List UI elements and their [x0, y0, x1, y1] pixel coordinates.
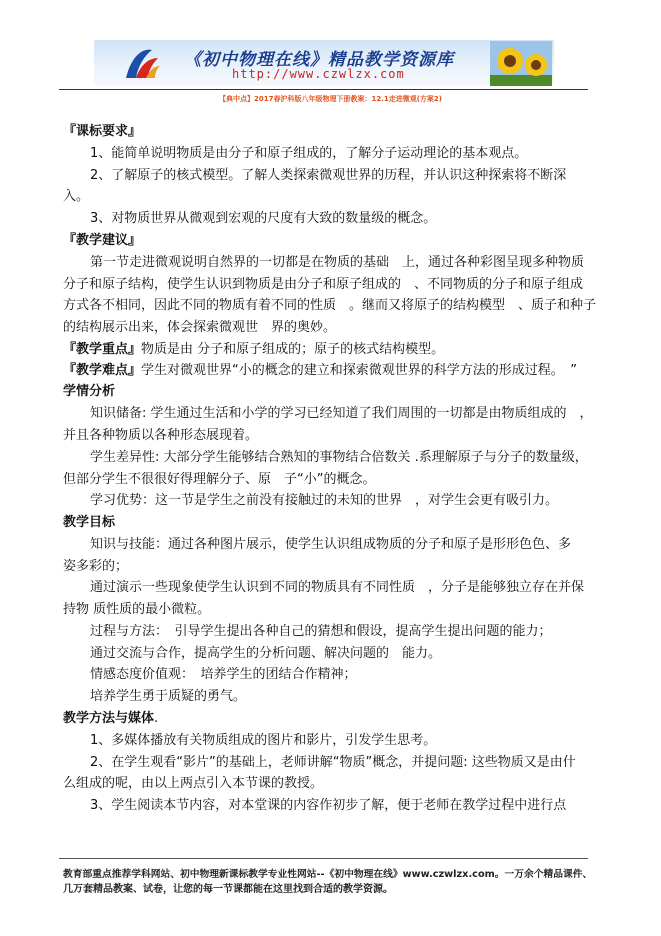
paragraph-line: 通过交流与合作，提高学生的分析问题、解决问题的 能力。	[90, 646, 442, 661]
paragraph-line: 入。	[63, 189, 90, 204]
paragraph-line: 2、在学生观看“影片”的基础上，老师讲解“物质”概念，并提问题: 这些物质又是由什	[90, 755, 576, 770]
paragraph-line: 第一节走进微观说明自然界的一切都是在物质的基础 上，通过各种彩图呈现多种物质	[90, 255, 585, 270]
heading-curriculum: 『课标要求』	[63, 124, 142, 139]
paragraph-line: 培养学生勇于质疑的勇气。	[90, 689, 247, 704]
paragraph-line: 姿多彩的；	[63, 559, 129, 574]
heading-objectives: 教学目标	[63, 515, 116, 530]
document-title: 【典中点】2017春沪科版八年级物理下册教案：12.1走进微观(方案2)	[218, 95, 443, 103]
difficulty-line	[63, 363, 577, 379]
paragraph-line: 知识储备: 学生通过生活和小学的学习已经知道了我们周围的一切都是由物质组成的 ，	[90, 406, 593, 421]
paragraph-line: 2、了解原子的核式模型。了解人类探索微观世界的历程，并认识这种探索将不断深	[90, 168, 567, 183]
paragraph-line: 学生差异性: 大部分学生能够结合熟知的事物结合倍数关 .系理解原子与分子的数量级，	[90, 450, 588, 465]
heading-methods-line	[63, 711, 158, 727]
sunflower-icon	[490, 41, 552, 86]
banner-title: 《初中物理在线》精品教学资源库	[184, 50, 454, 70]
site-logo-icon	[122, 44, 162, 84]
paragraph-line: 通过演示一些现象使学生认识到不同的物质具有不同性质 ，分子是能够独立存在并保	[90, 580, 585, 595]
header-divider	[59, 89, 588, 90]
key-point-line	[63, 342, 444, 358]
heading-methods-dot: .	[154, 711, 159, 726]
footer-divider	[59, 858, 588, 859]
paragraph-line: 学习优势：这一节是学生之前没有接触过的未知的世界 ，对学生会更有吸引力。	[90, 493, 559, 508]
paragraph-line: 过程与方法： 引导学生提出各种自己的猜想和假设，提高学生提出问题的能力；	[90, 624, 552, 639]
paragraph-line: 分子和原子结构，使学生认识到物质是由分子和原子组成的 、不同物质的分子和原子组成	[63, 277, 584, 292]
heading-methods: 教学方法与媒体	[63, 711, 155, 726]
paragraph-line: 知识与技能：通过各种图片展示，使学生认识组成物质的分子和原子是形形色色、多	[90, 537, 572, 552]
key-point-label: 『教学重点』	[63, 342, 142, 357]
paragraph-line: 并且各种物质以各种形态展现着。	[63, 428, 259, 443]
footer-line: 教育部重点推荐学科网站、初中物理新课标教学专业性网站--《初中物理在线》www.czwlzx.com。一万余个精品课件、	[63, 869, 593, 880]
header-banner	[94, 40, 554, 86]
difficulty-label: 『教学难点』	[63, 363, 142, 378]
banner-url[interactable]: http://www.czwlzx.com	[232, 67, 405, 81]
paragraph-line: 1、多媒体播放有关物质组成的图片和影片，引发学生思考。	[90, 733, 437, 748]
heading-student-analysis: 学情分析	[63, 384, 116, 399]
paragraph-line: 么组成的呢，由以上两点引入本节课的教授。	[63, 776, 324, 791]
paragraph-line: 的结构展示出来，体会探索微观世 界的奥妙。	[63, 320, 337, 335]
paragraph-line: 情感态度价值观： 培养学生的团结合作精神；	[90, 667, 357, 682]
paragraph-line: 方式各不相同，因此不同的物质有着不同的性质 。继而又将原子的结构模型 、质子和种子	[63, 298, 597, 313]
footer-line: 几万套精品教案、试卷，让您的每一节课都能在这里找到合适的教学资源。	[63, 884, 393, 895]
paragraph-line: 但部分学生不很很好得理解分子、原 子“小”的概念。	[63, 472, 376, 487]
paragraph-line: 3、学生阅读本节内容，对本堂课的内容作初步了解，便于老师在教学过程中进行点	[90, 798, 567, 813]
key-point-text: 物质是由 分子和原子组成的；原子的核式结构模型。	[141, 342, 445, 357]
heading-suggestion: 『教学建议』	[63, 233, 142, 248]
paragraph-line: 持物 质性质的最小微粒。	[63, 602, 211, 617]
paragraph-line: 3、对物质世界从微观到宏观的尺度有大致的数量级的概念。	[90, 211, 437, 226]
paragraph-line: 1、能简单说明物质是由分子和原子组成的，了解分子运动理论的基本观点。	[90, 146, 528, 161]
difficulty-text: 学生对微观世界“小的概念的建立和探索微观世界的科学方法的形成过程。 ”	[141, 363, 577, 378]
